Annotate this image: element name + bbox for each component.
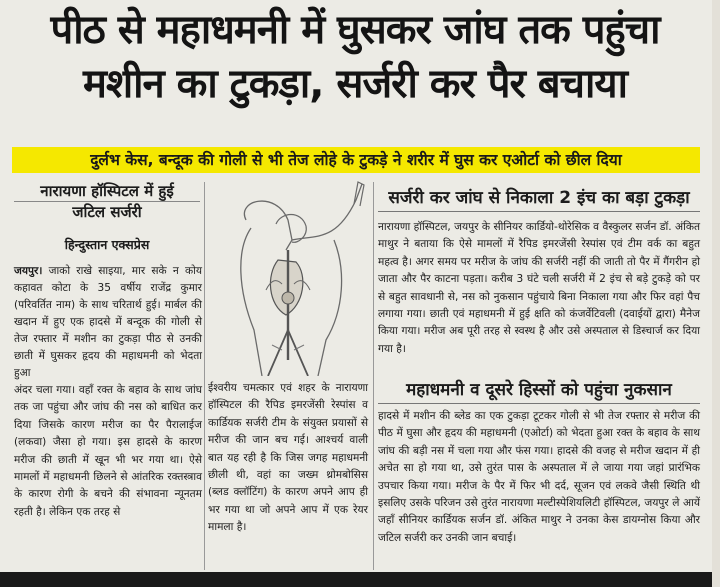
section-1-title: सर्जरी कर जांघ से निकाला 2 इंच का बड़ा टुकड़ा <box>378 185 700 212</box>
article-column-2: ईश्वरीय चमत्कार एवं शहर के नारायणा हॉस्पिटल की रैपिड इमरजेंसी रेस्पांस व कार्डियक सर्जरी टीम के संयुक्त प्रयासों से मरीज की जान बच गई। आश्चर्य वाली बात यह रही है कि जिस जगह महाधमनी छीली थी, वहां का जख्म थ्रोमबोसिस (ब्लड क्लॉटिंग) के कारण अपने आप ही भर गया था जो अपने आप में एक रेयर मामला है। <box>208 382 368 534</box>
subheadline: दुर्लभ केस, बन्दूक की गोली से भी तेज लोहे के टुकड़े ने शरीर में घुस कर एओर्टा को छील दिया <box>90 151 622 169</box>
bottom-strip <box>0 572 712 587</box>
dateline: जयपुर। <box>14 265 43 277</box>
headline-line-1: पीठ से महाधमनी में घुसकर जांघ तक पहुंचा <box>50 7 660 53</box>
column-divider <box>373 182 374 570</box>
byline: हिन्दुस्तान एक्सप्रेस <box>64 237 150 252</box>
section-1-body: नारायणा हॉस्पिटल, जयपुर के सीनियर कार्डियो-थोरेसिक व वैस्कुलर सर्जन डॉ. अंकित माथुर ने बताया कि ऐसे मामलों में रैपिड इमरजेंसी रेस्पांस एवं टीम वर्क का बहुत महत्व है। अगर समय पर मरीज के जांघ की सर्जरी नहीं की जाती तो पैर में गैंगरीन हो जाता और पैर काटना पड़ता। करीब 3 घंटे चली सर्जरी में 2 इंच से बड़े टुकड़े को पर से बहुत सावधानी से, नस को नुकसान पहुंचाये बिना निकाला गया और फिर वहां पैच लगाया गया। छाती एवं महाधमनी में हुई क्षति को कंजर्वेटिवली (दवाईयों द्वारा) मैनेज किया गया। मरीज अब पूरी तरह से स्वस्थ है और उसे अस्पताल से डिस्चार्ज कर दिया गया है। <box>378 221 700 355</box>
column-divider <box>204 182 205 570</box>
section-2-body: हादसे में मशीन की ब्लेड का एक टुकड़ा टूटकर गोली से भी तेज रफ्तार से मरीज की पीठ में घुसा और हृदय की महाधमनी (एओर्टा) को भेदता हुआ रक्त के बहाव के साथ जांघ की बड़ी नस में चला गया और फंस गया। हादसे की वजह से मरीज खदान में ही अचेत सा हो गया था, उसे तुरंत पास के अस्पताल में ले जाया गया जहां प्रारंभिक उपचार किया गया। मरीज के पैर में फिर भी दर्द, सूजन एवं लकवे जैसी स्थिति थी इसलिए उसके परिजन उसे तुरंत नारायणा मल्टीस्पेशियलिटी हॉस्पिटल, जयपुर ले आयें जहाँ सीनियर कार्डियक सर्जन डॉ. अंकित माथुर ने उनका केस डायग्नोस किया और जटिल सर्जरी कर उनकी जान बचाई। <box>378 410 700 544</box>
sidebar-title <box>14 181 200 222</box>
article-column-1 <box>14 263 202 382</box>
sidebar-title-line-2: जटिल सर्जरी <box>72 203 142 221</box>
adjacent-page-edge <box>712 0 720 587</box>
headline-line-2: मशीन का टुकड़ा, सर्जरी कर पैर बचाया <box>83 61 627 107</box>
sidebar-title-line-1: नारायणा हॉस्पिटल में हुई <box>14 181 200 202</box>
anatomy-illustration <box>206 180 372 376</box>
subheadline-bar <box>12 147 700 173</box>
section-2-title: महाधमनी व दूसरे हिस्सों को पहुंचा नुकसान <box>378 377 700 404</box>
article-para-1: जाको राखे साइया, मार सके न कोय कहावत कोटा के 35 वर्षीय राजेंद्र कुमार (परिवर्तित नाम) के साथ चरितार्थ हुई। मार्बल की खदान में हुए एक हादसे में बन्दूक की गोली से तेज रफ्तार में मशीन का टुकड़ा पीठ से उनकी छाती में घुसकर हृदय की महाधमनी को भेदता हुआ <box>14 265 202 379</box>
article-column-1-continued: अंदर चला गया। वहाँ रक्त के बहाव के साथ जांघ तक जा पहुंचा और जांघ की नस को बाधित कर दिया जिसके कारण मरीज का पैर पैरालाईज (लकवा) जैसा हो गया। इस हादसे के कारण मरीज की छाती में खून भी भर गया था। ऐसे मामलों में महाधमनी छिलने से आंतरिक रक्तस्त्राव के कारण रोगी के बचने की संभावना न्यूनतम रहती है। लेकिन एक तरह से <box>14 384 202 518</box>
